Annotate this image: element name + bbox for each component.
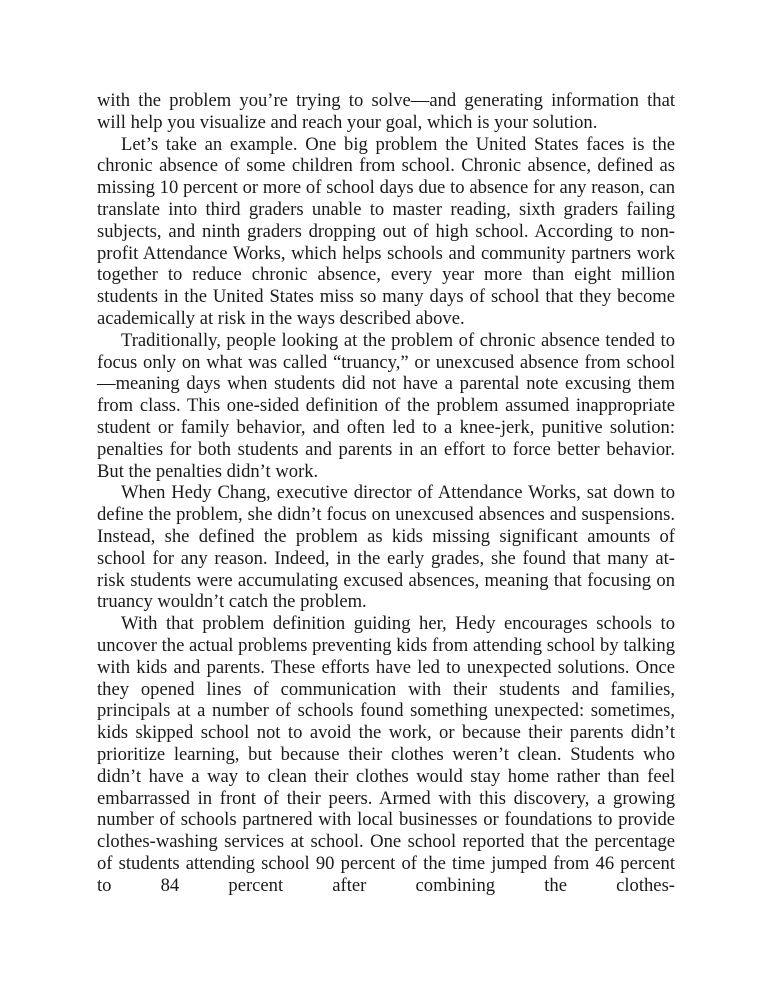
page-body [97, 90, 675, 896]
paragraph-4: When Hedy Chang, executive director of Attendance Works, sat down to define the problem, she didn’t focus on unexcused absences and suspensions. Instead, she defined the problem as kids missing significant amounts of school for any reason. Indeed, in the early grades, she found that many at-risk students were accumulating excused absences, meaning that focusing on truancy wouldn’t catch the problem. [97, 482, 675, 613]
paragraph-5: With that problem definition guiding her, Hedy encourages schools to uncover the actual problems preventing kids from attending school by talking with kids and parents. These efforts have led to unexpected solutions. Once they opened lines of communication with their students and families, principals at a number of schools found something unexpected: sometimes, kids skipped school not to avoid the work, or because their parents didn’t prioritize learning, but because their clothes weren’t clean. Students who didn’t have a way to clean their clothes would stay home rather than feel embarrassed in front of their peers. Armed with this discovery, a growing number of schools partnered with local businesses or foundations to provide clothes-washing services at school. One school reported that the percentage of students attending school 90 percent of the time jumped from 46 percent to 84 percent after combining the clothes- [97, 613, 675, 896]
paragraph-2: Let’s take an example. One big problem the United States faces is the chronic absence of some children from school. Chronic absence, defined as missing 10 percent or more of school days due to absence for any reason, can translate into third graders unable to master reading, sixth graders failing subjects, and ninth graders dropping out of high school. According to non-profit Attendance Works, which helps schools and community partners work together to reduce chronic absence, every year more than eight million students in the United States miss so many days of school that they become academically at risk in the ways described above. [97, 133, 675, 329]
paragraph-1: with the problem you’re trying to solve—and generating information that will help you visualize and reach your goal, which is your solution. [97, 90, 675, 133]
paragraph-3: Traditionally, people looking at the problem of chronic absence tended to focus only on what was called “truancy,” or unexcused absence from school —meaning days when students did not have a parental note excusing them from class. This one-sided definition of the problem assumed inappropriate student or family behavior, and often led to a knee-jerk, punitive solution: penalties for both students and parents in an effort to force better behavior. But the penalties didn’t work. [97, 329, 675, 482]
